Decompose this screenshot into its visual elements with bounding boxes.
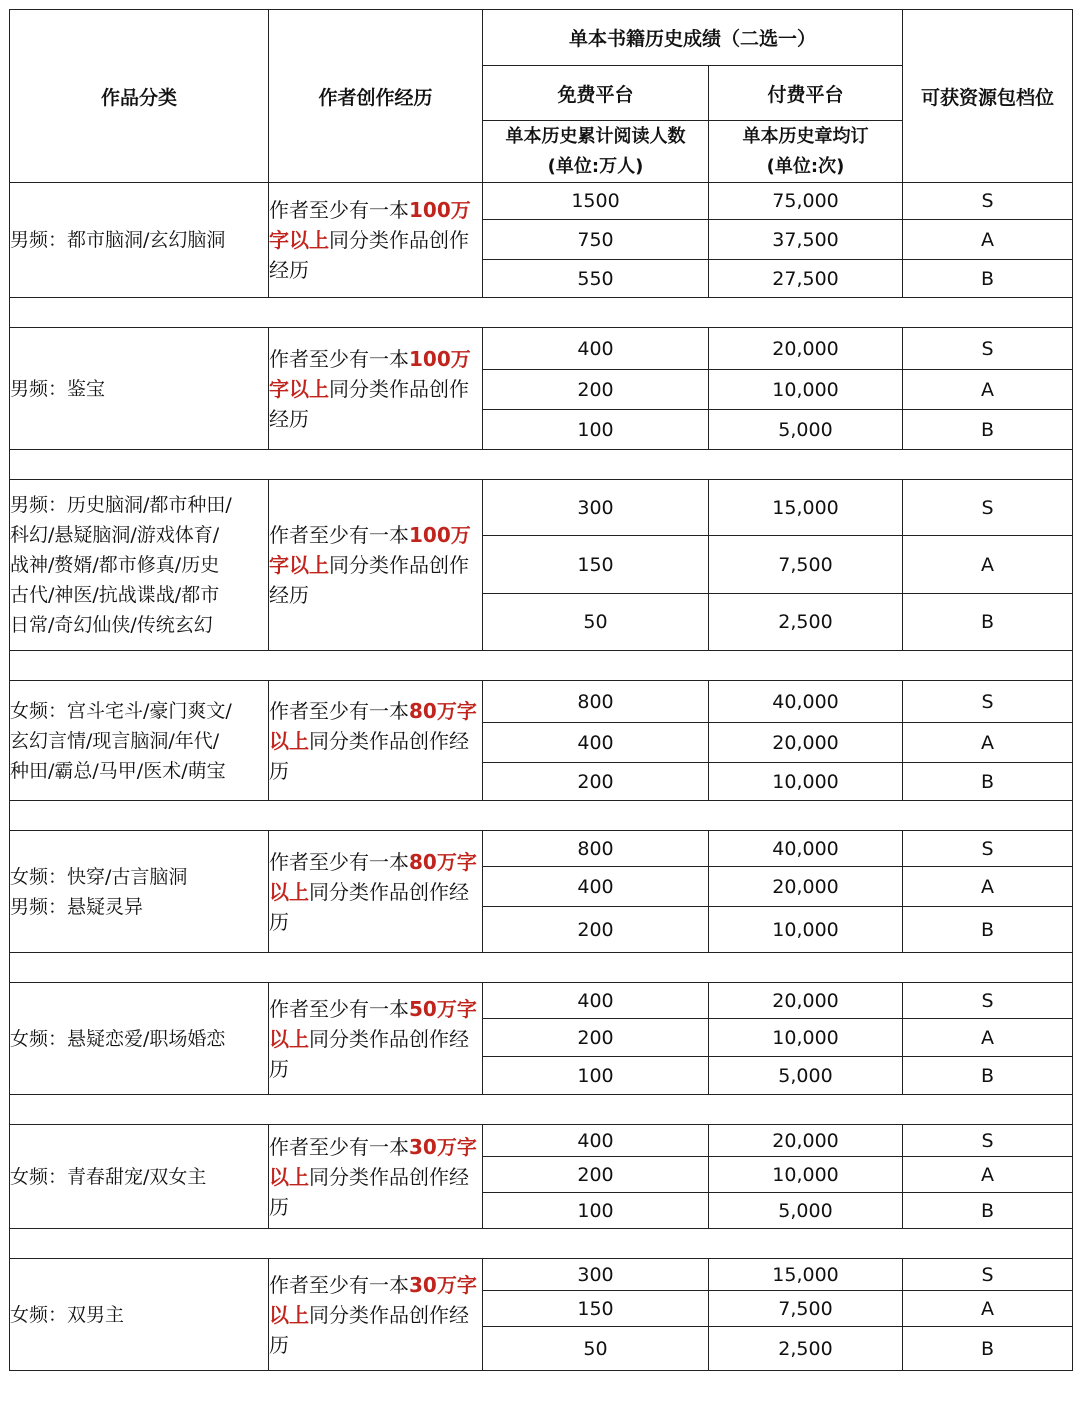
tier-cell: S: [903, 183, 1073, 220]
experience-requirement-cell: [269, 328, 483, 450]
free-readers-cell: 150: [483, 536, 709, 594]
category-line: 战神/赘婿/都市修真/历史: [10, 554, 220, 576]
category-line: 女频：快穿/古言脑洞: [10, 865, 188, 888]
free-readers-cell: 100: [483, 1057, 709, 1095]
requirement-word-count: 30万字以上: [269, 1272, 477, 1327]
requirement-prefix: 作者至少有一本: [269, 1272, 409, 1297]
category-line: 女频：悬疑恋爱/职场婚恋: [10, 1027, 226, 1050]
table-row: [10, 983, 1073, 1019]
tier-cell: B: [903, 260, 1073, 298]
paid-subscriptions-cell: 10,000: [709, 907, 903, 953]
requirement-word-count: 100万字以上: [269, 346, 471, 401]
category-cell: [10, 831, 269, 953]
free-readers-cell: 100: [483, 1193, 709, 1229]
paid-subscriptions-cell: 20,000: [709, 867, 903, 907]
header-paid-metric-line1: 单本历史章均订: [742, 125, 869, 147]
tier-cell: A: [903, 1019, 1073, 1057]
table-row: [10, 681, 1073, 723]
requirement-suffix: 同分类作品创作经历: [269, 228, 469, 282]
paid-subscriptions-cell: 10,000: [709, 763, 903, 801]
tier-cell: A: [903, 370, 1073, 410]
requirement-suffix: 同分类作品创作经历: [269, 1302, 469, 1357]
paid-subscriptions-cell: 2,500: [709, 1327, 903, 1371]
tier-cell: S: [903, 328, 1073, 370]
category-line: 科幻/悬疑脑洞/游戏体育/: [10, 524, 220, 546]
paid-subscriptions-cell: 15,000: [709, 1259, 903, 1291]
experience-requirement-cell: [269, 480, 483, 651]
requirement-prefix: 作者至少有一本: [269, 849, 409, 874]
requirement-prefix: 作者至少有一本: [269, 1134, 409, 1159]
header-free-platform: 免费平台: [483, 66, 709, 121]
free-readers-cell: 50: [483, 1327, 709, 1371]
tier-cell: S: [903, 681, 1073, 723]
tier-cell: B: [903, 1193, 1073, 1229]
free-readers-cell: 300: [483, 1259, 709, 1291]
table-row: [10, 831, 1073, 867]
free-readers-cell: 1500: [483, 183, 709, 220]
header-paid-platform: 付费平台: [709, 66, 903, 121]
table-row: [10, 1125, 1073, 1157]
table-row: [10, 1259, 1073, 1291]
free-readers-cell: 800: [483, 831, 709, 867]
requirement-prefix: 作者至少有一本: [269, 523, 409, 547]
tier-cell: A: [903, 1157, 1073, 1193]
free-readers-cell: 400: [483, 1125, 709, 1157]
tier-cell: A: [903, 220, 1073, 260]
group-spacer: [10, 1095, 1073, 1125]
header-paid-metric-line2: (单位:次): [766, 155, 845, 177]
group-spacer: [10, 801, 1073, 831]
table-row: [10, 480, 1073, 536]
category-line: 玄幻言情/现言脑洞/年代/: [10, 729, 220, 752]
tier-cell: A: [903, 1291, 1073, 1327]
category-line: 男频：鉴宝: [10, 377, 106, 400]
header-history: 单本书籍历史成绩（二选一）: [483, 10, 903, 66]
requirement-suffix: 同分类作品创作经历: [269, 1026, 469, 1081]
paid-subscriptions-cell: 20,000: [709, 723, 903, 763]
requirement-word-count: 80万字以上: [269, 849, 477, 904]
group-spacer: [10, 450, 1073, 480]
free-readers-cell: 50: [483, 594, 709, 651]
requirement-word-count: 50万字以上: [269, 996, 477, 1051]
category-line: 女频：双男主: [10, 1303, 125, 1326]
header-free-metric: [483, 121, 709, 183]
paid-subscriptions-cell: 27,500: [709, 260, 903, 298]
free-readers-cell: 200: [483, 370, 709, 410]
tier-cell: B: [903, 410, 1073, 450]
experience-requirement-cell: [269, 1125, 483, 1229]
header-tier: 可获资源包档位: [903, 10, 1073, 183]
tier-cell: B: [903, 1327, 1073, 1371]
tier-cell: B: [903, 594, 1073, 651]
resource-tier-table: [9, 9, 1073, 1371]
group-spacer: [10, 651, 1073, 681]
category-line: 女频：青春甜宠/双女主: [10, 1165, 207, 1188]
paid-subscriptions-cell: 20,000: [709, 328, 903, 370]
free-readers-cell: 100: [483, 410, 709, 450]
paid-subscriptions-cell: 5,000: [709, 1057, 903, 1095]
table-row: [10, 183, 1073, 220]
free-readers-cell: 750: [483, 220, 709, 260]
experience-requirement-cell: [269, 983, 483, 1095]
tier-cell: B: [903, 1057, 1073, 1095]
category-cell: [10, 983, 269, 1095]
paid-subscriptions-cell: 15,000: [709, 480, 903, 536]
category-cell: [10, 183, 269, 298]
tier-cell: S: [903, 480, 1073, 536]
paid-subscriptions-cell: 2,500: [709, 594, 903, 651]
requirement-suffix: 同分类作品创作经历: [269, 1164, 469, 1219]
category-line: 男频：都市脑洞/玄幻脑洞: [10, 229, 226, 251]
tier-cell: A: [903, 867, 1073, 907]
free-readers-cell: 400: [483, 983, 709, 1019]
group-spacer: [10, 1229, 1073, 1259]
requirement-prefix: 作者至少有一本: [269, 346, 409, 371]
requirement-prefix: 作者至少有一本: [269, 698, 409, 723]
paid-subscriptions-cell: 10,000: [709, 1019, 903, 1057]
category-cell: [10, 328, 269, 450]
paid-subscriptions-cell: 20,000: [709, 1125, 903, 1157]
group-spacer: [10, 298, 1073, 328]
tier-cell: A: [903, 536, 1073, 594]
free-readers-cell: 200: [483, 1019, 709, 1057]
category-line: 男频：悬疑灵异: [10, 895, 144, 918]
category-line: 男频：历史脑洞/都市种田/: [10, 494, 232, 516]
free-readers-cell: 200: [483, 763, 709, 801]
tier-cell: B: [903, 907, 1073, 953]
requirement-word-count: 80万字以上: [269, 698, 477, 753]
tier-cell: A: [903, 723, 1073, 763]
paid-subscriptions-cell: 5,000: [709, 1193, 903, 1229]
free-readers-cell: 200: [483, 1157, 709, 1193]
tier-cell: B: [903, 763, 1073, 801]
paid-subscriptions-cell: 40,000: [709, 681, 903, 723]
requirement-suffix: 同分类作品创作经历: [269, 728, 469, 783]
paid-subscriptions-cell: 5,000: [709, 410, 903, 450]
requirement-word-count: 30万字以上: [269, 1134, 477, 1189]
paid-subscriptions-cell: 40,000: [709, 831, 903, 867]
experience-requirement-cell: [269, 183, 483, 298]
free-readers-cell: 200: [483, 907, 709, 953]
requirement-word-count: 100万字以上: [269, 198, 471, 252]
paid-subscriptions-cell: 10,000: [709, 370, 903, 410]
table-body: [10, 183, 1073, 1371]
group-spacer: [10, 953, 1073, 983]
table-row: [10, 328, 1073, 370]
header-free-metric-line1: 单本历史累计阅读人数: [505, 125, 686, 147]
tier-cell: S: [903, 1125, 1073, 1157]
paid-subscriptions-cell: 7,500: [709, 1291, 903, 1327]
free-readers-cell: 550: [483, 260, 709, 298]
free-readers-cell: 400: [483, 723, 709, 763]
requirement-word-count: 100万字以上: [269, 523, 471, 577]
paid-subscriptions-cell: 20,000: [709, 983, 903, 1019]
category-cell: [10, 480, 269, 651]
paid-subscriptions-cell: 7,500: [709, 536, 903, 594]
header-category: 作品分类: [10, 10, 269, 183]
experience-requirement-cell: [269, 831, 483, 953]
paid-subscriptions-cell: 37,500: [709, 220, 903, 260]
category-cell: [10, 1259, 269, 1371]
category-line: 女频：宫斗宅斗/豪门爽文/: [10, 699, 232, 722]
free-readers-cell: 400: [483, 328, 709, 370]
requirement-suffix: 同分类作品创作经历: [269, 376, 469, 431]
category-line: 日常/奇幻仙侠/传统玄幻: [10, 614, 213, 636]
category-cell: [10, 681, 269, 801]
requirement-suffix: 同分类作品创作经历: [269, 553, 469, 607]
paid-subscriptions-cell: 10,000: [709, 1157, 903, 1193]
requirement-prefix: 作者至少有一本: [269, 198, 409, 222]
tier-cell: S: [903, 831, 1073, 867]
experience-requirement-cell: [269, 681, 483, 801]
free-readers-cell: 150: [483, 1291, 709, 1327]
paid-subscriptions-cell: 75,000: [709, 183, 903, 220]
free-readers-cell: 300: [483, 480, 709, 536]
header-paid-metric: [709, 121, 903, 183]
requirement-prefix: 作者至少有一本: [269, 996, 409, 1021]
category-line: 种田/霸总/马甲/医术/萌宝: [10, 759, 226, 782]
free-readers-cell: 400: [483, 867, 709, 907]
requirement-suffix: 同分类作品创作经历: [269, 879, 469, 934]
tier-cell: S: [903, 983, 1073, 1019]
experience-requirement-cell: [269, 1259, 483, 1371]
header-free-metric-line2: (单位:万人): [547, 155, 644, 177]
tier-cell: S: [903, 1259, 1073, 1291]
category-line: 古代/神医/抗战谍战/都市: [10, 584, 220, 606]
free-readers-cell: 800: [483, 681, 709, 723]
category-cell: [10, 1125, 269, 1229]
header-experience: 作者创作经历: [269, 10, 483, 183]
